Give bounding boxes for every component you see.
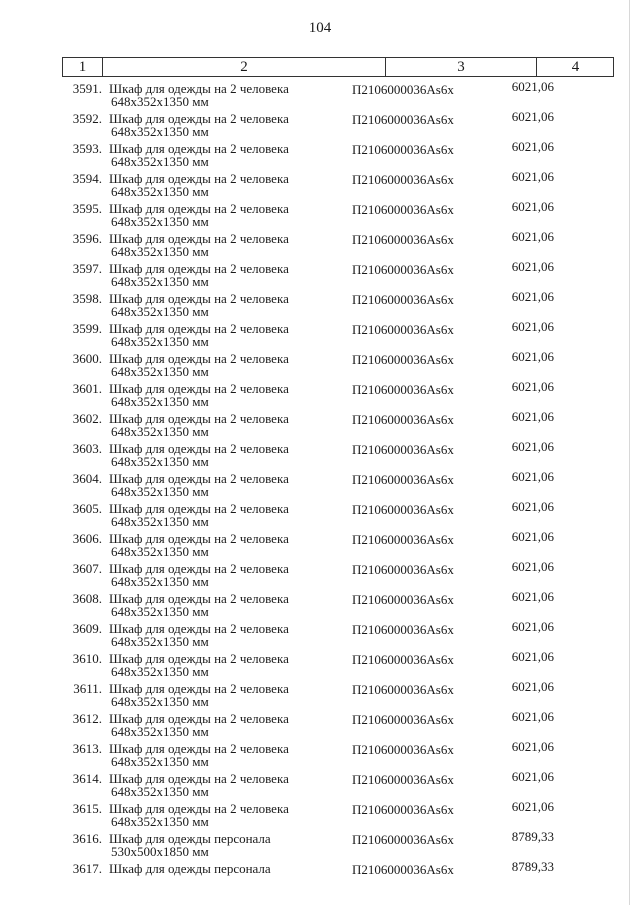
item-size: 648x352x1350 мм	[111, 724, 209, 739]
item-name: Шкаф для одежды на 2 человека	[109, 81, 289, 96]
item-price: 6021,06	[511, 709, 554, 724]
item-size: 648x352x1350 мм	[111, 664, 209, 679]
item-price: 6021,06	[511, 649, 554, 664]
table-header	[62, 57, 614, 77]
item-name: Шкаф для одежды на 2 человека	[109, 171, 289, 186]
row-number: 3597.	[72, 261, 102, 276]
item-code: П2106000036Аs6х	[352, 442, 454, 457]
item-size: 648x352x1350 мм	[111, 574, 209, 589]
item-name: Шкаф для одежды на 2 человека	[109, 561, 289, 576]
item-size: 648x352x1350 мм	[111, 394, 209, 409]
row-number: 3614.	[72, 771, 102, 786]
row-number: 3613.	[72, 741, 102, 756]
item-name: Шкаф для одежды на 2 человека	[109, 711, 289, 726]
item-name: Шкаф для одежды на 2 человека	[109, 771, 289, 786]
row-number: 3600.	[72, 351, 102, 366]
item-code: П2106000036Аs6х	[352, 802, 454, 817]
item-code: П2106000036Аs6х	[352, 592, 454, 607]
item-code: П2106000036Аs6х	[352, 352, 454, 367]
item-price: 6021,06	[511, 499, 554, 514]
header-col-3: 3	[386, 58, 537, 77]
item-code: П2106000036Аs6х	[352, 262, 454, 277]
item-size: 648x352x1350 мм	[111, 514, 209, 529]
row-number: 3608.	[72, 591, 102, 606]
header-col-2: 2	[103, 58, 386, 77]
item-size: 648x352x1350 мм	[111, 814, 209, 829]
item-code: П2106000036Аs6х	[352, 202, 454, 217]
row-number: 3598.	[72, 291, 102, 306]
item-price: 6021,06	[511, 349, 554, 364]
item-code: П2106000036Аs6х	[352, 832, 454, 847]
item-name: Шкаф для одежды на 2 человека	[109, 231, 289, 246]
item-code: П2106000036Аs6х	[352, 232, 454, 247]
item-code: П2106000036Аs6х	[352, 142, 454, 157]
item-name: Шкаф для одежды на 2 человека	[109, 741, 289, 756]
item-name: Шкаф для одежды на 2 человека	[109, 111, 289, 126]
item-name: Шкаф для одежды на 2 человека	[109, 411, 289, 426]
row-number: 3599.	[72, 321, 102, 336]
item-code: П2106000036Аs6х	[352, 112, 454, 127]
item-size: 648x352x1350 мм	[111, 304, 209, 319]
item-size: 648x352x1350 мм	[111, 424, 209, 439]
table-row	[0, 829, 640, 859]
row-number: 3607.	[72, 561, 102, 576]
table-row	[0, 529, 640, 559]
row-number: 3604.	[72, 471, 102, 486]
item-price: 6021,06	[511, 799, 554, 814]
item-code: П2106000036Аs6х	[352, 472, 454, 487]
table-row	[0, 349, 640, 379]
item-size: 648x352x1350 мм	[111, 784, 209, 799]
item-price: 6021,06	[511, 679, 554, 694]
item-price: 6021,06	[511, 769, 554, 784]
table-row	[0, 229, 640, 259]
row-number: 3606.	[72, 531, 102, 546]
row-number: 3601.	[72, 381, 102, 396]
table-row	[0, 769, 640, 799]
item-name: Шкаф для одежды персонала	[109, 861, 271, 876]
item-name: Шкаф для одежды на 2 человека	[109, 381, 289, 396]
table-row	[0, 139, 640, 169]
item-code: П2106000036Аs6х	[352, 502, 454, 517]
row-number: 3603.	[72, 441, 102, 456]
table-row	[0, 169, 640, 199]
item-size: 648x352x1350 мм	[111, 484, 209, 499]
item-name: Шкаф для одежды на 2 человека	[109, 621, 289, 636]
table-row	[0, 289, 640, 319]
item-name: Шкаф для одежды на 2 человека	[109, 681, 289, 696]
item-code: П2106000036Аs6х	[352, 742, 454, 757]
item-name: Шкаф для одежды на 2 человека	[109, 531, 289, 546]
row-number: 3594.	[72, 171, 102, 186]
item-name: Шкаф для одежды персонала	[109, 831, 271, 846]
item-price: 6021,06	[511, 319, 554, 334]
item-size: 648x352x1350 мм	[111, 214, 209, 229]
row-number: 3612.	[72, 711, 102, 726]
item-price: 6021,06	[511, 259, 554, 274]
table-row	[0, 709, 640, 739]
item-price: 6021,06	[511, 169, 554, 184]
row-number: 3605.	[72, 501, 102, 516]
item-code: П2106000036Аs6х	[352, 382, 454, 397]
item-code: П2106000036Аs6х	[352, 82, 454, 97]
table-row	[0, 409, 640, 439]
item-size: 530x500x1850 мм	[111, 844, 209, 859]
page-number: 104	[308, 20, 332, 36]
table-row	[0, 109, 640, 139]
item-name: Шкаф для одежды на 2 человека	[109, 801, 289, 816]
item-price: 6021,06	[511, 79, 554, 94]
header-col-4: 4	[571, 59, 580, 75]
item-price: 6021,06	[511, 289, 554, 304]
item-size: 648x352x1350 мм	[111, 274, 209, 289]
item-price: 6021,06	[511, 439, 554, 454]
table-row	[0, 559, 640, 589]
item-name: Шкаф для одежды на 2 человека	[109, 141, 289, 156]
table-row	[0, 649, 640, 679]
item-price: 6021,06	[511, 139, 554, 154]
table-row	[0, 259, 640, 289]
item-code: П2106000036Аs6х	[352, 772, 454, 787]
table-row	[0, 79, 640, 109]
item-price: 6021,06	[511, 409, 554, 424]
table-row	[0, 739, 640, 769]
item-code: П2106000036Аs6х	[352, 292, 454, 307]
header-col-1: 1	[63, 58, 103, 77]
table-row	[0, 589, 640, 619]
item-price: 6021,06	[511, 589, 554, 604]
row-number: 3616.	[72, 831, 102, 846]
item-name: Шкаф для одежды на 2 человека	[109, 291, 289, 306]
item-size: 648x352x1350 мм	[111, 694, 209, 709]
item-price: 6021,06	[511, 229, 554, 244]
table-row	[0, 859, 640, 889]
item-code: П2106000036Аs6х	[352, 562, 454, 577]
item-size: 648x352x1350 мм	[111, 244, 209, 259]
row-number: 3609.	[72, 621, 102, 636]
item-code: П2106000036Аs6х	[352, 412, 454, 427]
item-price: 6021,06	[511, 109, 554, 124]
item-price: 6021,06	[511, 529, 554, 544]
item-code: П2106000036Аs6х	[352, 622, 454, 637]
item-size: 648x352x1350 мм	[111, 94, 209, 109]
item-price: 6021,06	[511, 739, 554, 754]
item-price: 8789,33	[511, 829, 554, 844]
table-row	[0, 619, 640, 649]
table-row	[0, 469, 640, 499]
table-row	[0, 499, 640, 529]
table-row	[0, 199, 640, 229]
item-size: 648x352x1350 мм	[111, 454, 209, 469]
scan-edge	[629, 0, 630, 905]
item-size: 648x352x1350 мм	[111, 154, 209, 169]
item-price: 6021,06	[511, 619, 554, 634]
item-name: Шкаф для одежды на 2 человека	[109, 471, 289, 486]
item-name: Шкаф для одежды на 2 человека	[109, 201, 289, 216]
table-body	[0, 79, 640, 889]
item-name: Шкаф для одежды на 2 человека	[109, 441, 289, 456]
row-number: 3595.	[72, 201, 102, 216]
row-number: 3596.	[72, 231, 102, 246]
item-size: 648x352x1350 мм	[111, 634, 209, 649]
table-row	[0, 679, 640, 709]
row-number: 3592.	[72, 111, 102, 126]
item-name: Шкаф для одежды на 2 человека	[109, 651, 289, 666]
item-size: 648x352x1350 мм	[111, 124, 209, 139]
table-row	[0, 379, 640, 409]
row-number: 3602.	[72, 411, 102, 426]
row-number: 3591.	[72, 81, 102, 96]
item-price: 6021,06	[511, 469, 554, 484]
item-size: 648x352x1350 мм	[111, 544, 209, 559]
item-code: П2106000036Аs6х	[352, 862, 454, 877]
item-code: П2106000036Аs6х	[352, 652, 454, 667]
item-size: 648x352x1350 мм	[111, 604, 209, 619]
item-name: Шкаф для одежды на 2 человека	[109, 351, 289, 366]
item-price: 6021,06	[511, 559, 554, 574]
row-number: 3593.	[72, 141, 102, 156]
table-row	[0, 799, 640, 829]
row-number: 3611.	[73, 681, 102, 696]
item-code: П2106000036Аs6х	[352, 712, 454, 727]
item-size: 648x352x1350 мм	[111, 754, 209, 769]
row-number: 3615.	[72, 801, 102, 816]
item-size: 648x352x1350 мм	[111, 184, 209, 199]
row-number: 3610.	[72, 651, 102, 666]
item-code: П2106000036Аs6х	[352, 322, 454, 337]
item-code: П2106000036Аs6х	[352, 682, 454, 697]
row-number: 3617.	[72, 861, 102, 876]
item-price: 8789,33	[511, 859, 554, 874]
item-price: 6021,06	[511, 379, 554, 394]
item-name: Шкаф для одежды на 2 человека	[109, 321, 289, 336]
table-row	[0, 319, 640, 349]
item-price: 6021,06	[511, 199, 554, 214]
item-code: П2106000036Аs6х	[352, 532, 454, 547]
table-row	[0, 439, 640, 469]
item-name: Шкаф для одежды на 2 человека	[109, 261, 289, 276]
item-size: 648x352x1350 мм	[111, 334, 209, 349]
item-name: Шкаф для одежды на 2 человека	[109, 501, 289, 516]
item-name: Шкаф для одежды на 2 человека	[109, 591, 289, 606]
item-code: П2106000036Аs6х	[352, 172, 454, 187]
item-size: 648x352x1350 мм	[111, 364, 209, 379]
